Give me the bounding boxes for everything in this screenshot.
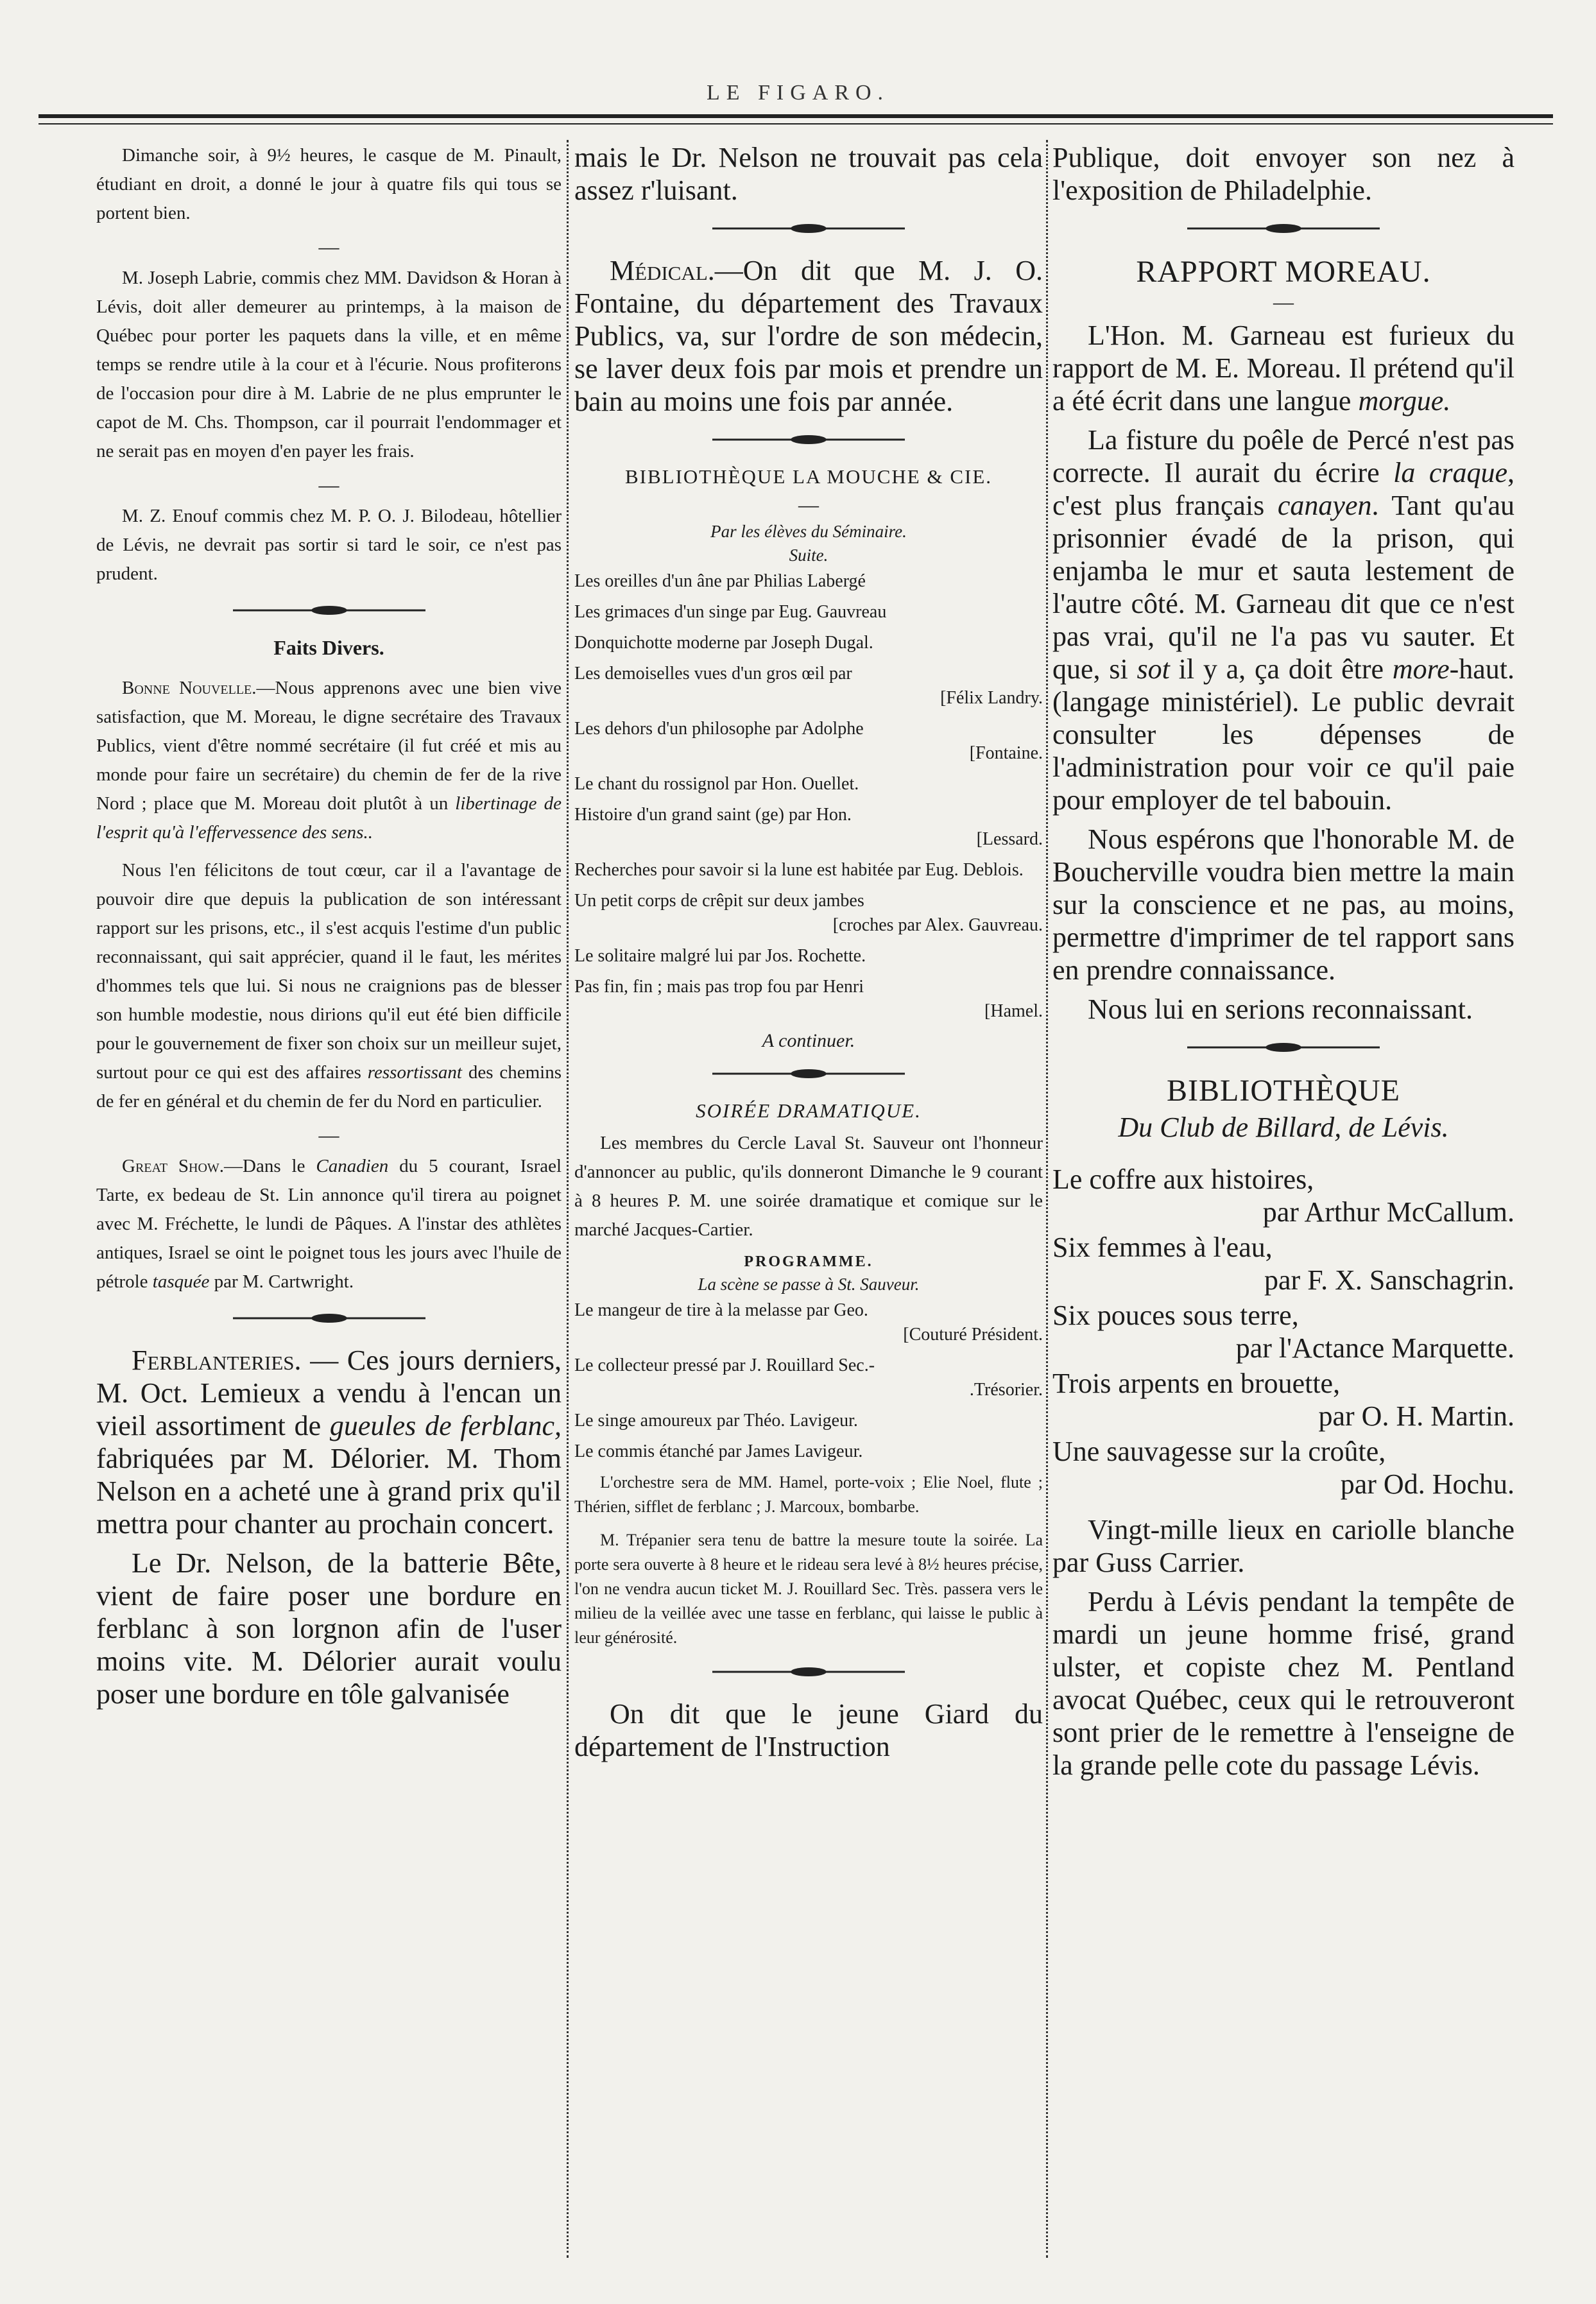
section-head-bibliotheque-mouche: BIBLIOTHÈQUE LA MOUCHE & CIE.: [624, 465, 993, 488]
scene-label: La scène se passe à St. Sauveur.: [698, 1275, 920, 1294]
column-divider-2: [1046, 140, 1050, 2258]
dash-separator: —: [318, 473, 339, 496]
item-text: il y a, ça doit être: [1178, 653, 1384, 685]
ornament-rule: [96, 1313, 562, 1327]
item-italic: ressortissant: [367, 1062, 462, 1083]
item-rapport-3: Nous espérons que l'honorable M. de Boucherville voudra bien mettre la main sur la conscience et ne pas, au moins, permettre d'imprimer de tel rapport sans en prendre connaissance.: [1052, 823, 1514, 986]
section-suite: Suite.: [789, 546, 828, 565]
list-item-author: [Hamel.: [984, 1001, 1043, 1021]
ornament-rule: [574, 1069, 1043, 1083]
list-item-author: [Couturé Président.: [903, 1325, 1043, 1345]
list-item-text: Le chant du rossignol par Hon. Ouellet.: [574, 774, 859, 794]
item-text: —On dit que M. J. O. Fontaine, du département des Travaux Publics, va, sur l'ordre de son médecin, se laver deux fois par mois et prendre un bain au moins une fois par année.: [574, 255, 1043, 417]
item-italic: gueules de ferblanc,: [329, 1410, 562, 1441]
a-continuer: A continuer.: [762, 1030, 855, 1051]
item-text: L'Hon. M. Garneau est furieux du rapport de M. E. Moreau. Il prétend qu'il a été écrit dans une langue: [1052, 320, 1514, 417]
list-item: [574, 569, 1043, 594]
item-italic: tasquée: [152, 1271, 210, 1292]
item-text: La fisture du poêle de Percé n'est pas correcte. Il aurait du écrire: [1052, 424, 1514, 488]
item-text-end: des chemins de fer en général et du chemin de fer du Nord en particulier.: [96, 1062, 562, 1112]
column-3: [1052, 141, 1514, 2227]
list-item-text: Histoire d'un grand saint (ge) par Hon.: [574, 805, 852, 825]
section-head-faits-divers: Faits Divers.: [273, 636, 384, 659]
item-felicitons: [96, 856, 562, 1116]
column-2: [574, 141, 1043, 2227]
list-item: [574, 803, 1043, 852]
item-bonne-nouvelle: [96, 674, 562, 847]
library-list: [1052, 1163, 1514, 1500]
item-orchestre: L'orchestre sera de MM. Hamel, porte-voix ; Elie Noel, flute ; Thérien, sifflet de ferblanc ; J. Marcoux, bombarbe.: [574, 1473, 1043, 1516]
library-author: par l'Actance Marquette.: [1235, 1332, 1514, 1364]
column-1: [96, 141, 562, 2227]
list-item-author: [Fontaine.: [969, 743, 1043, 763]
section-subhead: Du Club de Billard, de Lévis.: [1118, 1112, 1449, 1143]
list-item: [574, 600, 1043, 624]
column-divider-1: [567, 140, 571, 2258]
section-subhead: Par les élèves du Séminaire.: [710, 522, 907, 541]
item-text: fabriquées par M. Délorier. M. Thom Nelson en a acheté une à grand prix qu'il mettra pour chanter au prochain concert.: [96, 1443, 562, 1540]
item-text: —Nous apprenons avec une bien vive satisfaction, que M. Moreau, le digne secrétaire des Travaux Publics, vient d'être nommé secrétaire (il fut créé et mis au monde pour faire un secrétaire) du chemin de fer de la rive Nord ; place que M. Moreau doit plutôt à un: [96, 678, 562, 814]
dash-separator: —: [318, 1123, 339, 1146]
list-item: [574, 858, 1043, 882]
item-enouf: M. Z. Enouf commis chez M. P. O. J. Bilodeau, hôtellier de Lévis, ne devrait pas sortir si tard le soir, ce n'est pas prudent.: [96, 506, 562, 584]
item-title: Ferblanteries.: [132, 1345, 302, 1376]
item-ferblanteries: [96, 1344, 562, 1540]
library-title: Une sauvagesse sur la croûte,: [1052, 1436, 1386, 1467]
item-italic: la craque: [1393, 457, 1507, 488]
item-text: du 5 courant, Israel Tarte, ex bedeau de St. Lin annonce qu'il tirera au poignet avec M. Fréchette, le lundi de Pâques. A l'instar des athlètes antiques, Israel se oint le poignet tous les jours avec l'huile de pétrole: [96, 1156, 562, 1292]
ornament-rule: [574, 1667, 1043, 1681]
list-item-author: [Lessard.: [976, 829, 1043, 849]
item-italic: more: [1392, 653, 1450, 685]
item-text: -haut. (langage ministériel). Le public devrait consulter les dépenses de l'administration pour voir ce qu'il paie pour employer de tel babouin.: [1052, 653, 1514, 816]
list-item: [574, 975, 1043, 1024]
item-italic: Canadien: [316, 1156, 389, 1176]
item-rapport-1: [1052, 319, 1514, 417]
item-italic: canayen: [1277, 490, 1372, 521]
biblio-list: [574, 569, 1043, 1024]
ornament-rule: [1052, 1042, 1514, 1056]
section-head-bibliotheque: BIBLIOTHÈQUE: [1167, 1074, 1400, 1108]
list-item-text: Le collecteur pressé par J. Rouillard Sec.-: [574, 1355, 875, 1375]
dash-separator: —: [1273, 290, 1294, 313]
item-italic: libertinage de l'esprit qu'à l'effervessence des sens..: [96, 793, 562, 843]
item-text: par M. Cartwright.: [214, 1271, 354, 1292]
list-item-text: Le mangeur de tire à la melasse par Geo.: [574, 1300, 868, 1320]
ornament-rule: [574, 223, 1043, 237]
list-item: [574, 631, 1043, 655]
list-item-text: Le commis étanché par James Lavigeur.: [574, 1441, 863, 1461]
list-item-text: Les dehors d'un philosophe par Adolphe: [574, 719, 864, 739]
item-italic: morgue.: [1358, 385, 1451, 417]
list-item-text: Les oreilles d'un âne par Philias Labergé: [574, 571, 866, 591]
list-item: [574, 1409, 1043, 1433]
ornament-rule: [574, 434, 1043, 449]
library-title: Trois arpents en brouette,: [1052, 1368, 1341, 1399]
list-item-text: Pas fin, fin ; mais pas trop fou par Henri: [574, 977, 864, 997]
section-head-rapport-moreau: RAPPORT MOREAU.: [1136, 255, 1431, 289]
item-pinault: Dimanche soir, à 9½ heures, le casque de M. Pinault, étudiant en droit, a donné le jour à quatre fils qui tous se portent bien.: [96, 145, 562, 223]
item-vingt-mille: Vingt-mille lieux en cariolle blanche par Guss Carrier.: [1052, 1514, 1514, 1578]
item-rapport-4: Nous lui en serions reconnaissant.: [1088, 993, 1473, 1025]
item-text: —Dans le: [224, 1156, 305, 1176]
list-item-text: Le singe amoureux par Théo. Lavigeur.: [574, 1411, 858, 1431]
item-title: Great Show.: [122, 1156, 225, 1176]
item-medical: [574, 254, 1043, 418]
item-text: — Ces jours derniers, M. Oct. Lemieux a vendu à l'encan un vieil assortiment de: [96, 1345, 562, 1441]
library-title: Six femmes à l'eau,: [1052, 1232, 1273, 1263]
list-item-text: Les demoiselles vues d'un gros œil par: [574, 664, 852, 683]
item-giard: On dit que le jeune Giard du département de l'Instruction: [574, 1698, 1043, 1762]
item-title: Médical.: [610, 255, 715, 286]
list-item: [574, 772, 1043, 796]
masthead-rule-thin: [39, 123, 1553, 125]
list-item: [574, 1440, 1043, 1464]
list-item: [574, 944, 1043, 968]
list-item-text: Le solitaire malgré lui par Jos. Rochette.: [574, 946, 866, 966]
list-item-text: Un petit corps de crêpit sur deux jambes: [574, 891, 864, 911]
library-author: par F. X. Sanschagrin.: [1264, 1264, 1514, 1296]
dash-separator: —: [318, 235, 339, 258]
library-author: par Arthur McCallum.: [1262, 1196, 1514, 1228]
dash-separator: —: [798, 493, 819, 516]
section-head-soiree: SOIRÉE DRAMATIQUE.: [696, 1099, 922, 1122]
list-item-text: Recherches pour savoir si la lune est habitée par Eug. Deblois.: [574, 860, 1024, 880]
item-labrie: M. Joseph Labrie, commis chez MM. Davidson & Horan à Lévis, doit aller demeurer au printemps, à la maison de Québec pour porter les paquets dans la ville, et en même temps se rendre utile à la cour et à l'écurie. Nous profiterons de l'occasion pour dire à M. Labrie de ne plus emprunter le capot de M. Chs. Thompson, car il pourrait l'endommager et ne serait pas en moyen d'en payer les frais.: [96, 268, 562, 461]
list-item: [574, 1354, 1043, 1402]
item-continuation: Publique, doit envoyer son nez à l'exposition de Philadelphie.: [1052, 142, 1514, 206]
ornament-rule: [1052, 223, 1514, 237]
newspaper-title: LE FIGARO.: [706, 81, 890, 105]
ornament-rule: [96, 605, 562, 619]
item-italic: sot: [1137, 653, 1170, 685]
list-item: [574, 662, 1043, 710]
list-item: [574, 889, 1043, 938]
item-title: Bonne Nouvelle.: [122, 678, 257, 698]
item-nelson: Le Dr. Nelson, de la batterie Bête, vient de faire poser une bordure en ferblanc à son lorgnon afin de l'user moins vite. M. Délorier aurait voulu poser une bordure en tôle galvanisée: [96, 1547, 562, 1710]
item-continuation: mais le Dr. Nelson ne trouvait pas cela assez r'luisant.: [574, 142, 1043, 206]
item-soiree: Les membres du Cercle Laval St. Sauveur ont l'honneur d'annoncer au public, qu'ils donneront Dimanche le 9 courant à 8 heures P. M. une soirée dramatique et comique sur le marché Jacques-Cartier.: [574, 1133, 1043, 1240]
item-great-show: [96, 1152, 562, 1296]
masthead-rule-thick: [39, 114, 1553, 118]
list-item-text: Les grimaces d'un singe par Eug. Gauvreau: [574, 602, 887, 622]
list-item-author: [croches par Alex. Gauvreau.: [832, 915, 1043, 935]
list-item: [574, 1298, 1043, 1347]
library-title: Le coffre aux histoires,: [1052, 1164, 1314, 1195]
item-text: , c'est plus français: [1052, 457, 1514, 521]
list-item-text: Donquichotte moderne par Joseph Dugal.: [574, 633, 873, 653]
library-title: Six pouces sous terre,: [1052, 1300, 1299, 1331]
item-trepanier: M. Trépanier sera tenu de battre la mesure toute la soirée. La porte sera ouverte à 8 heure et le rideau sera levé à 8½ heures précise, l'on ne vendra aucun ticket M. J. Rouillard Sec. Très. passera vers le milieu de la veillée avec une tasse en ferblanc, qui laisse le public à leur générosité.: [574, 1531, 1043, 1647]
library-author: par O. H. Martin.: [1318, 1400, 1514, 1432]
library-author: par Od. Hochu.: [1340, 1468, 1514, 1500]
item-text: Nous l'en félicitons de tout cœur, car il a l'avantage de pouvoir dire que depuis la publication de son intéressant rapport sur les prisons, etc., il s'est acquis l'estime d'un public reconnaissant, qui sait apprécier, quand il le faut, les mérites d'hommes tels que lui. Si nous ne craignions pas de blesser son humble modestie, nous dirions qu'il eut été bien difficile pour le gouvernement de fixer son choix sur un meilleur sujet, surtout pour ce qui est des affaires: [96, 860, 562, 1083]
list-item: [574, 717, 1043, 766]
item-rapport-2: [1052, 424, 1514, 816]
list-item-author: [Félix Landry.: [940, 688, 1043, 708]
item-perdu: Perdu à Lévis pendant la tempête de mardi un jeune homme frisé, grand ulster, et copiste chez M. Pentland avocat Québec, ceux qui le retrouveront sont prier de le remettre à l'enseigne de la grande pelle cote du passage Lévis.: [1052, 1586, 1514, 1781]
programme-label: PROGRAMME.: [744, 1253, 873, 1270]
item-text: . Tant qu'au prisonnier évadé de la prison, qui enjamba le mur et sauta lestement de l'autre côté. M. Garneau dit que ce n'est pas vrai, qu'il ne l'a pas vu sauter. Et que, si: [1052, 490, 1514, 685]
list-item-author: .Trésorier.: [969, 1380, 1043, 1400]
